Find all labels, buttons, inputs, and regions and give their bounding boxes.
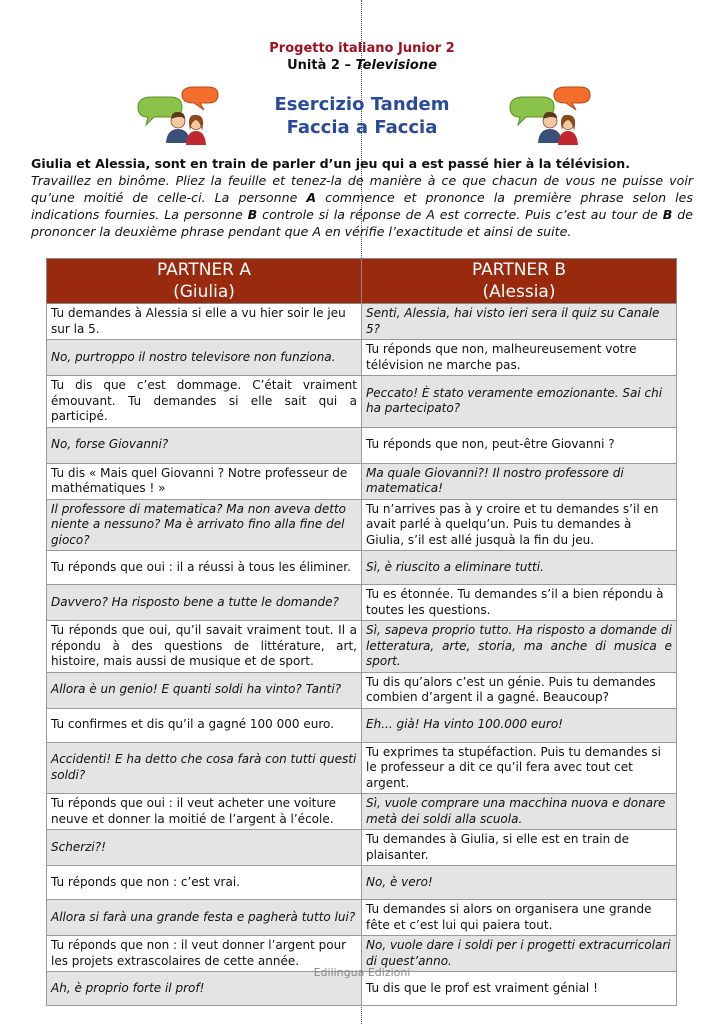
unit-prefix: Unità 2 – (287, 58, 351, 73)
partner-a-mark: A (306, 190, 317, 205)
partner-a-cell: Allora è un genio! E quanti soldi ha vinto? Tanti? (47, 672, 362, 708)
exercise-title (0, 93, 724, 139)
partner-b-cell: Eh... già! Ha vinto 100.000 euro! (362, 708, 677, 742)
table-row (47, 499, 677, 551)
unit-topic: Televisione (355, 58, 437, 73)
partner-a-name: (Giulia) (173, 282, 235, 302)
partner-a-cell: Tu réponds que non : c’est vrai. (47, 866, 362, 900)
partner-a-cell: Tu demandes à Alessia si elle a vu hier soir le jeu sur la 5. (47, 304, 362, 340)
partner-a-cell: Il professore di matematica? Ma non aveva detto niente a nessuno? Ma è arrivato fino alla fine del gioco? (47, 499, 362, 551)
partner-a-cell: Scherzi?! (47, 830, 362, 866)
partner-b-cell: Tu exprimes ta stupéfaction. Puis tu demandes si le professeur a dit ce qu’il fera avec tout cet argent. (362, 742, 677, 794)
partner-a-cell: Ah, è proprio forte il prof! (47, 972, 362, 1006)
partner-a-cell: Tu réponds que oui : il veut acheter une voiture neuve et donner la moitié de l’argent à l’école. (47, 794, 362, 830)
title-line-1: Esercizio Tandem (274, 94, 450, 115)
project-title: Progetto italiano Junior 2 (269, 41, 455, 56)
table-row (47, 672, 677, 708)
partner-a-header (47, 259, 362, 304)
partner-a-cell: Allora si farà una grande festa e pagherà tutto lui? (47, 900, 362, 936)
table-header-row (47, 259, 677, 304)
partner-a-cell: No, forse Giovanni? (47, 427, 362, 463)
instructions-text (31, 172, 693, 240)
table-row (47, 585, 677, 621)
partner-a-cell: Tu réponds que oui : il a réussi à tous les éliminer. (47, 551, 362, 585)
partner-b-cell: Tu es étonnée. Tu demandes s’il a bien répondu à toutes les questions. (362, 585, 677, 621)
partner-b-header (362, 259, 677, 304)
partner-b-cell: Sì, vuole comprare una macchina nuova e donare metà dei soldi alla scuola. (362, 794, 677, 830)
partner-b-cell: Sì, è riuscito a eliminare tutti. (362, 551, 677, 585)
tandem-table (46, 258, 677, 1006)
partner-a-cell: Tu réponds que non : il veut donner l’argent pour les projets extrascolaires de cette année. (47, 936, 362, 972)
table-row (47, 742, 677, 794)
partner-a-cell: Tu dis « Mais quel Giovanni ? Notre professeur de mathématiques ! » (47, 463, 362, 499)
partner-b-cell: Tu demandes à Giulia, si elle est en train de plaisanter. (362, 830, 677, 866)
partner-b-cell: Tu réponds que non, peut-être Giovanni ? (362, 427, 677, 463)
table-row (47, 866, 677, 900)
table-row (47, 621, 677, 673)
partner-a-cell: Tu réponds que oui, qu’il savait vraiment tout. Il a répondu à des questions de littérature, art, histoire, mais aussi de musique et de sport. (47, 621, 362, 673)
publisher-footer: Edilingua Edizioni (313, 966, 411, 979)
partner-a-cell: Accidenti! E ha detto che cosa farà con tutti questi soldi? (47, 742, 362, 794)
table-row (47, 708, 677, 742)
partner-b-cell: Tu demandes si alors on organisera une grande fête et c’est lui qui paiera tout. (362, 900, 677, 936)
instructions-part: Travaillez en binôme. Pliez la feuille et tenez-la de manière à ce que chacun de vous ne puisse voir qu’une moitié de celle-ci. La personne (31, 173, 693, 205)
partner-b-name: (Alessia) (482, 282, 556, 302)
partner-b-cell: Peccato! È stato veramente emozionante. Sai chi ha partecipato? (362, 376, 677, 428)
table-row (47, 551, 677, 585)
table-row (47, 900, 677, 936)
table-row (47, 427, 677, 463)
table-row (47, 830, 677, 866)
instructions-part: commence et prononce la première phrase selon les indications fournies. La personne (31, 190, 693, 222)
table-row (47, 463, 677, 499)
partner-a-label: PARTNER A (156, 260, 252, 280)
partner-a-cell: Davvero? Ha risposto bene a tutte le domande? (47, 585, 362, 621)
partner-b-cell: Senti, Alessia, hai visto ieri sera il quiz su Canale 5? (362, 304, 677, 340)
instructions (31, 155, 693, 240)
partner-b-cell: Tu dis que le prof est vraiment génial ! (362, 972, 677, 1006)
unit-title (0, 57, 724, 74)
scenario-text: Giulia et Alessia, sont en train de parler d’un jeu qui a est passé hier à la télévision. (31, 156, 631, 171)
instructions-part: de prononcer la deuxième phrase pendant que A en vérifie l’exactitude et ainsi de suite. (31, 207, 694, 239)
partner-b-cell: No, è vero! (362, 866, 677, 900)
partner-b-mark: B (662, 207, 673, 222)
partner-b-cell: Tu dis qu’alors c’est un génie. Puis tu demandes combien d’argent il a gagné. Beaucoup? (362, 672, 677, 708)
page-header (0, 40, 724, 74)
partner-b-mark: B (247, 207, 258, 222)
partner-b-cell: No, vuole dare i soldi per i progetti extracurricolari di quest’anno. (362, 936, 677, 972)
partner-b-cell: Sì, sapeva proprio tutto. Ha risposto a domande di letteratura, arte, storia, ma anche di musica e sport. (362, 621, 677, 673)
table-row (47, 794, 677, 830)
instructions-part: controle si la réponse de A est correcte. Puis c’est au tour de (257, 207, 663, 222)
partner-b-cell: Tu n’arrives pas à y croire et tu demandes s’il en avait parlé à quelqu’un. Puis tu demandes à Giulia, s’il est allé jusquà la fin du jeu. (362, 499, 677, 551)
partner-b-label: PARTNER B (471, 260, 567, 280)
partner-b-cell: Ma quale Giovanni?! Il nostro professore di matematica! (362, 463, 677, 499)
partner-a-cell: Tu confirmes et dis qu’il a gagné 100 000 euro. (47, 708, 362, 742)
table-row (47, 304, 677, 340)
partner-a-cell: No, purtroppo il nostro televisore non funziona. (47, 340, 362, 376)
partner-b-cell: Tu réponds que non, malheureusement votre télévision ne marche pas. (362, 340, 677, 376)
table-row (47, 376, 677, 428)
table-row (47, 340, 677, 376)
partner-a-cell: Tu dis que c’est dommage. C’était vraiment émouvant. Tu demandes si elle sait qui a participé. (47, 376, 362, 428)
title-line-2: Faccia a Faccia (286, 117, 438, 138)
